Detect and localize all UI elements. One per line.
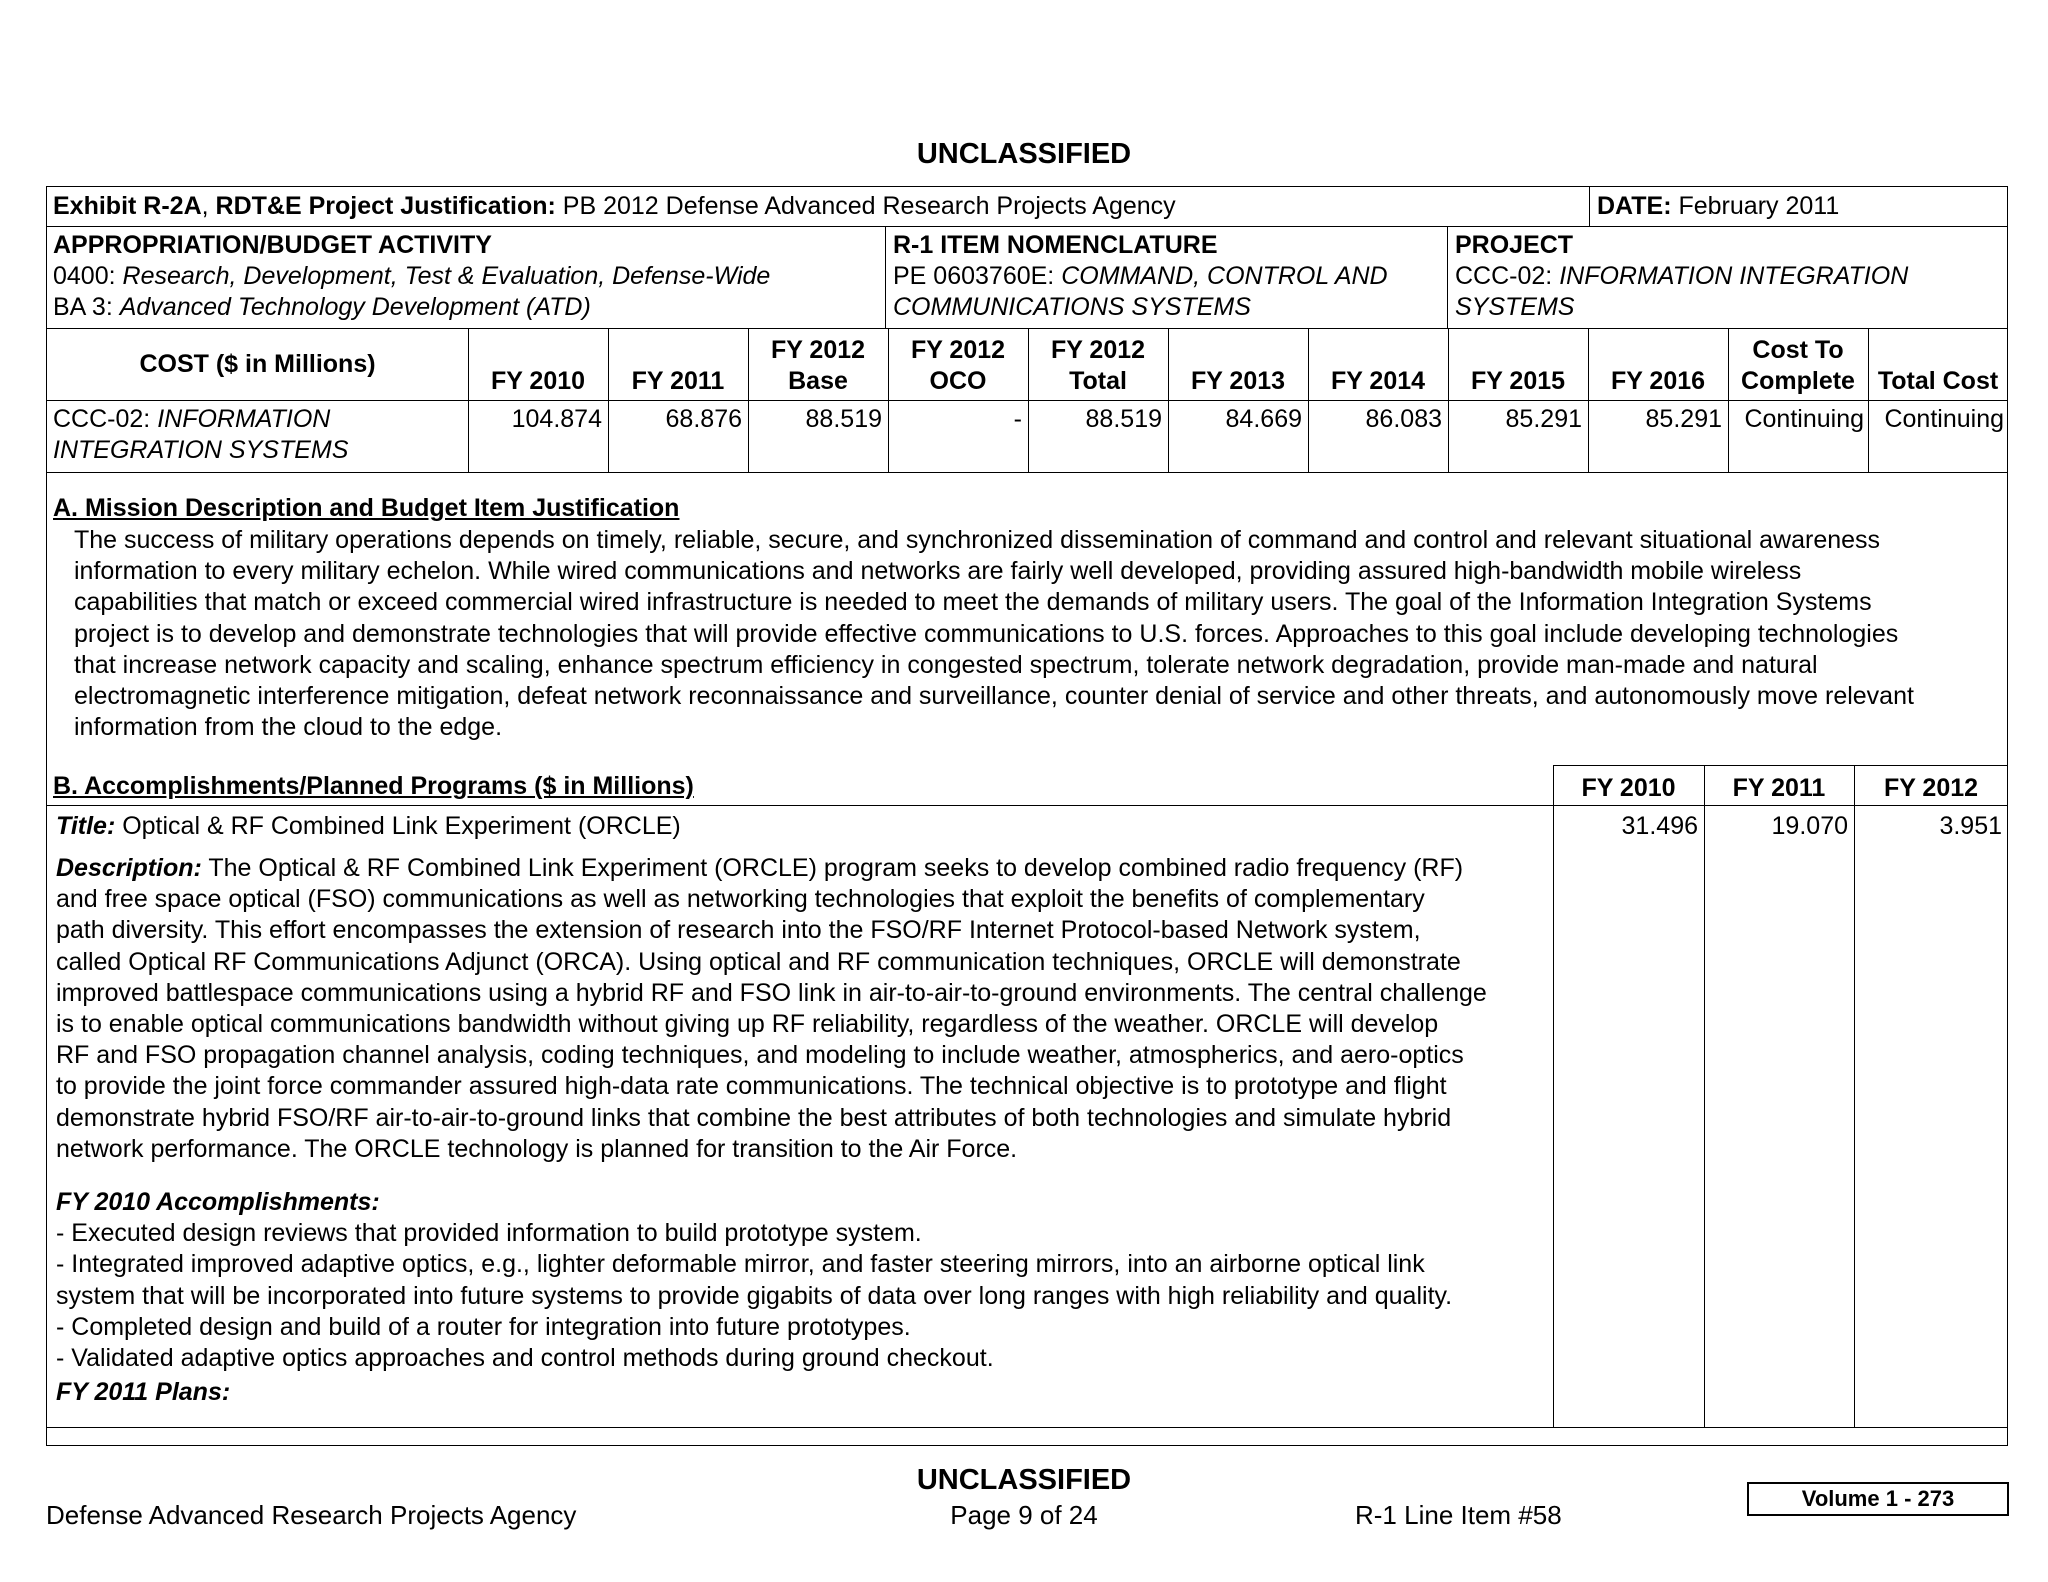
project-heading: PROJECT xyxy=(1455,231,1574,259)
description-label: Description: xyxy=(56,854,202,882)
accomplishment-line: - Completed design and build of a router for integration into future prototypes. xyxy=(56,1312,911,1341)
accomplishment-line: system that will be incorporated into future systems to provide gigabits of data over long ranges with high reliability and quality. xyxy=(56,1281,1453,1310)
col-header-fy2011: FY 2011 xyxy=(631,367,725,395)
appropriation-heading: APPROPRIATION/BUDGET ACTIVITY xyxy=(53,231,492,259)
fy2010-label: FY 2010 Accomplishments: xyxy=(56,1188,380,1216)
project-title-line2: SYSTEMS xyxy=(1455,293,1575,321)
r1-title-line1: COMMAND, CONTROL AND xyxy=(1061,262,1388,290)
value-fy2016: 85.291 xyxy=(1645,405,1722,433)
date-label: DATE: xyxy=(1597,192,1672,220)
classification-banner-bottom: UNCLASSIFIED xyxy=(916,1464,1132,1496)
description-line: to provide the joint force commander assured high-data rate communications. The technical objective is to prototype and flight xyxy=(56,1072,1447,1101)
section-a-line: information from the cloud to the edge. xyxy=(74,713,503,742)
budget-activity-title: Advanced Technology Development (ATD) xyxy=(119,293,591,321)
cost-header-row xyxy=(47,329,2007,401)
program-description xyxy=(56,853,1487,1165)
title-label: Title: xyxy=(56,812,116,840)
program-value-fy2012: 3.951 xyxy=(1939,812,2002,840)
project-code: CCC-02: xyxy=(1455,262,1560,290)
exhibit-header-row xyxy=(47,187,2007,227)
accomplishment-line: - Integrated improved adaptive optics, e.g., lighter deformable mirror, and faster steering mirrors, into an airborne optical link xyxy=(56,1250,1425,1279)
description-line: RF and FSO propagation channel analysis, coding techniques, and modeling to include weather, atmospherics, and aero-optics xyxy=(56,1041,1464,1070)
value-fy2011: 68.876 xyxy=(665,405,742,433)
r1-title-line2: COMMUNICATIONS SYSTEMS xyxy=(893,293,1251,321)
col-header-total-cost: Total Cost xyxy=(1877,367,1999,395)
value-fy2014: 86.083 xyxy=(1365,405,1442,433)
value-total-cost: Continuing xyxy=(1884,405,2004,433)
section-b-col-fy2010: FY 2010 xyxy=(1581,774,1676,802)
value-fy2012-oco: - xyxy=(1013,405,1022,433)
date-value: February 2011 xyxy=(1671,192,1840,220)
col-header-fy2014: FY 2014 xyxy=(1330,367,1426,395)
r1-heading: R-1 ITEM NOMENCLATURE xyxy=(893,231,1218,259)
section-b-heading: B. Accomplishments/Planned Programs ($ in Millions) xyxy=(53,772,694,800)
project-title-line1: INFORMATION INTEGRATION xyxy=(1559,262,1909,290)
title-text: Optical & RF Combined Link Experiment (ORCLE) xyxy=(115,812,681,840)
divider xyxy=(1553,765,1554,1427)
section-a-line: that increase network capacity and scaling, enhance spectrum efficiency in congested spectrum, tolerate network degradation, provide man-made and natural xyxy=(74,650,1818,679)
section-a-line: project is to develop and demonstrate technologies that will provide effective communications to U.S. forces. Approaches to this goal include developing technologies xyxy=(74,619,1899,648)
r1-block xyxy=(893,230,1388,323)
section-a-line: capabilities that match or exceed commercial wired infrastructure is needed to meet the demands of military users. The goal of the Information Integration Systems xyxy=(74,588,1872,617)
accomplishment-line: - Validated adaptive optics approaches and control methods during ground checkout. xyxy=(56,1344,994,1373)
cost-data-row xyxy=(47,401,2007,473)
exhibit-sep: , xyxy=(201,192,216,220)
value-fy2010: 104.874 xyxy=(511,405,602,433)
col-header-fy2015: FY 2015 xyxy=(1470,367,1566,395)
divider xyxy=(1704,765,1705,1427)
description-line: demonstrate hybrid FSO/RF air-to-air-to-ground links that combine the best attributes of both technologies and simulate hybrid xyxy=(56,1103,1452,1132)
footer-page-number: Page 9 of 24 xyxy=(950,1500,1098,1530)
footer-volume-box: Volume 1 - 273 xyxy=(1747,1482,2009,1516)
appropriation-code: 0400: xyxy=(53,262,123,290)
section-a-line: information to every military echelon. While wired communications and networks are fairly well developed, providing assured high-bandwidth mobile wireless xyxy=(74,557,1802,586)
description-line: path diversity. This effort encompasses the extension of research into the FSO/RF Internet Protocol-based Network system, xyxy=(56,916,1421,945)
project-block xyxy=(1455,230,1908,323)
appropriation-block xyxy=(53,230,770,323)
program-value-fy2011: 19.070 xyxy=(1771,812,1848,840)
value-fy2013: 84.669 xyxy=(1225,405,1302,433)
appropriation-row xyxy=(47,227,2007,329)
value-fy2012-total: 88.519 xyxy=(1085,405,1162,433)
value-fy2012-base: 88.519 xyxy=(805,405,882,433)
col-header-fy2010: FY 2010 xyxy=(490,367,586,395)
value-fy2015: 85.291 xyxy=(1505,405,1582,433)
col-header-fy2012-oco: FY 2012 OCO xyxy=(910,336,1006,395)
description-line: is to enable optical communications bandwidth without giving up RF reliability, regardless of the weather. ORCLE will develop xyxy=(56,1010,1439,1039)
section-a-heading: A. Mission Description and Budget Item Justification xyxy=(53,494,680,522)
fy2010-accomplishments xyxy=(56,1187,1452,1374)
divider xyxy=(1447,227,1448,328)
divider xyxy=(1589,187,1590,226)
footer-r1-line-item: R-1 Line Item #58 xyxy=(1355,1500,1562,1530)
description-line: network performance. The ORCLE technology is planned for transition to the Air Force. xyxy=(56,1134,1018,1163)
exhibit-frame xyxy=(46,186,2008,1446)
exhibit-date xyxy=(1597,191,1839,222)
r1-pe-code: PE 0603760E: xyxy=(893,262,1062,290)
divider xyxy=(47,805,2008,806)
col-header-cost-to-complete: Cost To Complete xyxy=(1741,336,1855,395)
exhibit-agency: PB 2012 Defense Advanced Research Projects Agency xyxy=(555,192,1176,220)
fy2011-plans-label: FY 2011 Plans: xyxy=(56,1378,231,1406)
col-header-fy2012-total: FY 2012 Total xyxy=(1050,336,1146,395)
section-a-body xyxy=(74,525,1914,743)
cost-label-cell xyxy=(47,329,468,400)
exhibit-title xyxy=(53,191,1176,222)
accomplishment-line: - Executed design reviews that provided information to build prototype system. xyxy=(56,1219,922,1248)
section-b-col-fy2011: FY 2011 xyxy=(1732,774,1826,802)
value-cost-to-complete: Continuing xyxy=(1744,405,1864,433)
description-line: and free space optical (FSO) communications as well as networking technologies that exploit the benefits of complementary xyxy=(56,885,1425,914)
col-header-fy2013: FY 2013 xyxy=(1190,367,1286,395)
program-value-fy2010: 31.496 xyxy=(1621,812,1698,840)
description-line: called Optical RF Communications Adjunct (ORCA). Using optical and RF communication techniques, ORCLE will demonstrate xyxy=(56,947,1461,976)
section-b-col-fy2012: FY 2012 xyxy=(1883,774,1979,802)
program-title xyxy=(56,811,681,842)
row-project-code: CCC-02: xyxy=(53,405,158,433)
col-header-fy2012-base: FY 2012 Base xyxy=(770,336,866,395)
footer-agency: Defense Advanced Research Projects Agency xyxy=(46,1500,577,1530)
exhibit-form-title: RDT&E Project Justification: xyxy=(215,192,556,220)
exhibit-label: Exhibit R-2A xyxy=(53,192,202,220)
cost-label: COST ($ in Millions) xyxy=(139,350,376,378)
classification-banner-top: UNCLASSIFIED xyxy=(916,138,1132,170)
row-project-name-2: INTEGRATION SYSTEMS xyxy=(53,436,349,464)
divider xyxy=(1854,765,1855,1427)
section-a-line: electromagnetic interference mitigation, defeat network reconnaissance and surveillance, counter denial of service and other threats, and autonomously move relevant xyxy=(74,682,1914,711)
section-a-line: The success of military operations depends on timely, reliable, secure, and synchronized dissemination of command and control and relevant situational awareness xyxy=(74,526,1881,554)
row-project-name-1: INFORMATION xyxy=(157,405,331,433)
divider xyxy=(47,1427,2008,1428)
description-line: improved battlespace communications using a hybrid RF and FSO link in air-to-air-to-ground environments. The central challenge xyxy=(56,978,1487,1007)
budget-activity-code: BA 3: xyxy=(53,293,120,321)
divider xyxy=(885,227,886,328)
project-row-label xyxy=(47,401,468,472)
divider xyxy=(1553,765,2008,766)
description-line: The Optical & RF Combined Link Experiment (ORCLE) program seeks to develop combined radio frequency (RF) xyxy=(201,854,1464,882)
appropriation-title: Research, Development, Test & Evaluation, Defense-Wide xyxy=(122,262,771,290)
col-header-fy2016: FY 2016 xyxy=(1610,367,1706,395)
